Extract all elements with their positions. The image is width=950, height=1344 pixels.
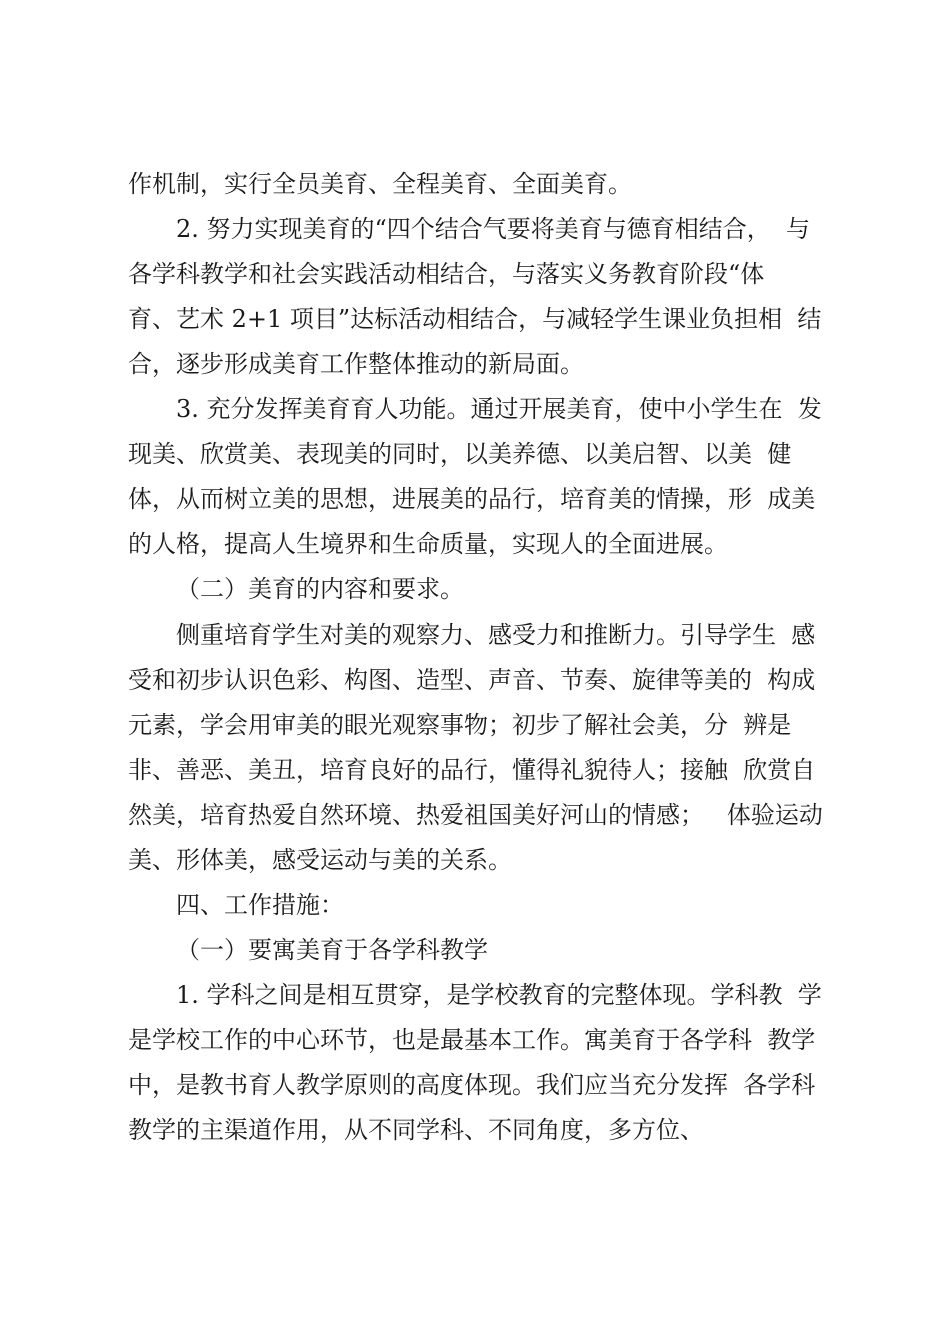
text-line: 3. 充分发挥美育育人功能。通过开展美育，使中小学生在 发 bbox=[176, 395, 822, 423]
text-line: 合，逐步形成美育工作整体推动的新局面。 bbox=[128, 350, 584, 378]
text-line: 非、善恶、美丑，培育良好的品行，懂得礼貌待人；接触 欣赏自 bbox=[128, 756, 816, 784]
text-line: 1. 学科之间是相互贯穿，是学校教育的完整体现。学科教 学 bbox=[176, 981, 822, 1009]
text-line: 的人格，提高人生境界和生命质量，实现人的全面进展。 bbox=[128, 530, 728, 558]
text-line: 然美，培育热爱自然环境、热爱祖国美好河山的情感； 体验运动 bbox=[128, 801, 823, 829]
text-line: 中，是教书育人教学原则的高度体现。我们应当充分发挥 各学科 bbox=[128, 1071, 816, 1099]
text-line: 作机制，实行全员美育、全程美育、全面美育。 bbox=[128, 170, 632, 198]
text-line: 现美、欣赏美、表现美的同时，以美养德、以美启智、以美 健 bbox=[128, 440, 792, 468]
text-line: 育、艺术 2+1 项目”达标活动相结合，与减轻学生课业负担相 结 bbox=[128, 305, 822, 333]
section-heading: （一）要寓美育于各学科教学 bbox=[176, 936, 488, 964]
text-line: 体，从而树立美的思想，进展美的品行，培育美的情操，形 成美 bbox=[128, 485, 816, 513]
section-heading: （二）美育的内容和要求。 bbox=[176, 575, 464, 603]
text-line: 美、形体美，感受运动与美的关系。 bbox=[128, 846, 512, 874]
section-heading: 四、工作措施： bbox=[176, 891, 344, 919]
text-line: 2. 努力实现美育的“四个结合气要将美育与德育相结合， 与 bbox=[176, 215, 811, 243]
text-line: 是学校工作的中心环节，也是最基本工作。寓美育于各学科 教学 bbox=[128, 1026, 816, 1054]
text-line: 教学的主渠道作用，从不同学科、不同角度，多方位、 bbox=[128, 1116, 704, 1144]
text-line: 元素，学会用审美的眼光观察事物；初步了解社会美，分 辨是 bbox=[128, 711, 792, 739]
text-line: 各学科教学和社会实践活动相结合，与落实义务教育阶段“体 bbox=[128, 260, 765, 288]
text-line: 受和初步认识色彩、构图、造型、声音、节奏、旋律等美的 构成 bbox=[128, 666, 816, 694]
text-line: 侧重培育学生对美的观察力、感受力和推断力。引导学生 感 bbox=[176, 621, 816, 649]
